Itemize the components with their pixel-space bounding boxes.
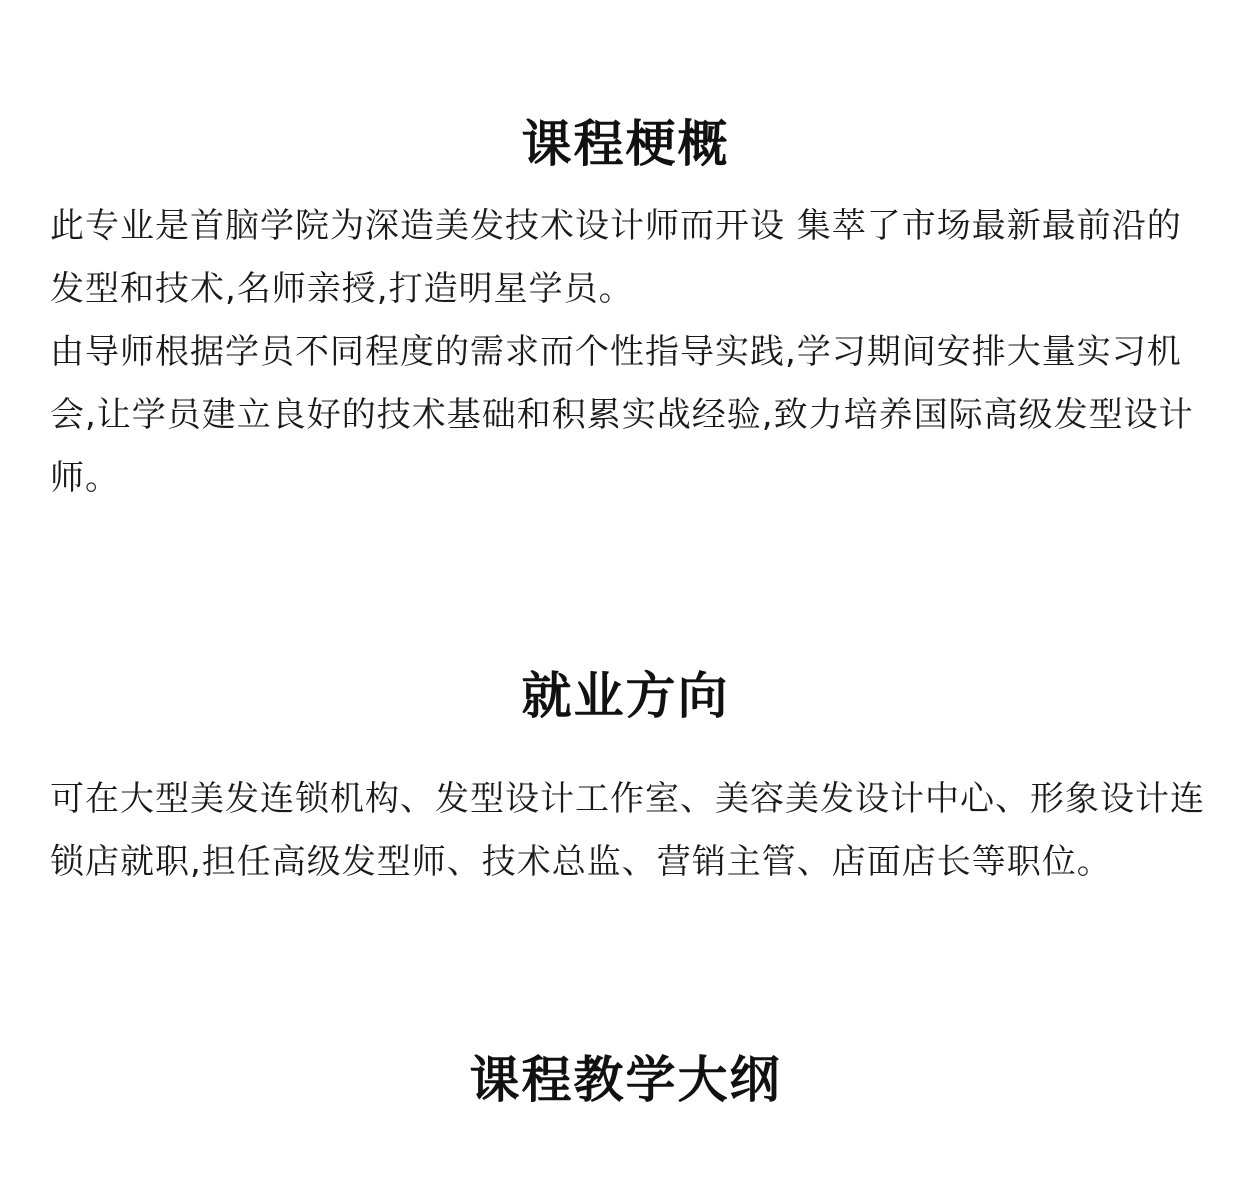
career-direction-paragraph: 可在大型美发连锁机构、发型设计工作室、美容美发设计中心、形象设计连锁店就职,担任高级发型师、技术总监、营销主管、店面店长等职位。 — [50, 779, 1205, 882]
section-title-syllabus: 课程教学大纲 — [469, 1051, 782, 1109]
section-title-course-overview: 课程梗概 — [521, 114, 730, 173]
course-overview-paragraph-1: 此专业是首脑学院为深造美发技术设计师而开设 集萃了市场最新最前沿的发型和技术,名师亲授,打造明星学员。 — [50, 206, 1182, 309]
section-title-career-direction: 就业方向 — [521, 667, 730, 725]
course-overview-paragraph-2: 由导师根据学员不同程度的需求而个性指导实践,学习期间安排大量实习机会,让学员建立良好的技术基础和积累实战经验,致力培养国际高级发型设计师。 — [50, 332, 1194, 498]
